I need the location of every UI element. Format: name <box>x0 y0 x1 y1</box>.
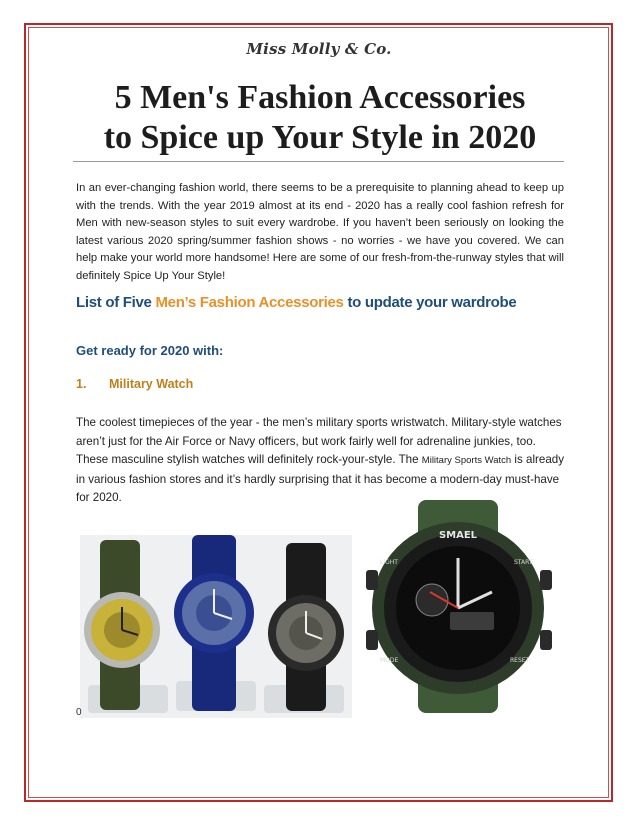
list-heading-part2: to update your wardrobe <box>343 294 517 311</box>
section-heading <box>76 377 193 391</box>
watch-label-start: START <box>514 559 533 566</box>
body-text-1: The coolest timepieces of the year - the men’s military sports wristwatch. Military-style watches aren’t just for the Air Force or Navy officers, but work fairly well for adrenaline junkies, too. These masculine stylish watches will definitely rock-your-style. The <box>76 416 562 467</box>
title-line-2: to Spice up Your Style in 2020 <box>103 119 537 156</box>
page-title <box>76 78 564 158</box>
body-text <box>76 414 566 508</box>
stray-character: 0 <box>76 707 82 718</box>
watch-brand-text: SMAEL <box>438 530 478 541</box>
smael-watch-image <box>360 500 557 713</box>
intro-text: In an ever-changing fashion world, there seems to be a prerequisite to planning ahead to keep up with the trends. With the year 2019 almost at its end - 2020 has a really cool fashion refresh for Men with new-season styles to suit every wardrobe. If you haven’t been seriously on looking the latest various 2020 spring/summer fashion shows - no worries - we have you covered. We can help make your world more handsome! Here are some of our fresh-from-the-runway styles that will definitely Spice Up Your Style! <box>76 182 564 282</box>
list-heading <box>76 294 576 311</box>
intro-paragraph <box>76 180 564 286</box>
list-heading-part1: List of Five <box>76 294 156 311</box>
get-ready-heading: Get ready for 2020 with: <box>76 343 224 358</box>
military-sports-watch-link[interactable]: Military Sports Watch <box>421 455 512 467</box>
body-text-2: is already in various fashion stores and it’s hardly surprising that it has become a modern-day must-have for 2020. <box>76 453 565 505</box>
body-paragraph <box>76 414 566 508</box>
title-divider <box>73 161 564 162</box>
brand-logo: Miss Molly & Co. <box>246 40 392 58</box>
section-title: Military Watch <box>109 377 194 391</box>
watch-label-mode: MODE <box>380 657 399 664</box>
watch-label-light: LIGHT <box>380 559 398 566</box>
watch-label-reset: RESET <box>510 657 530 664</box>
three-watches-image <box>80 535 352 718</box>
list-heading-accent: Men’s Fashion Accessories <box>155 294 344 311</box>
section-number: 1. <box>76 377 87 391</box>
title-line-1: 5 Men's Fashion Accessories <box>114 79 526 116</box>
